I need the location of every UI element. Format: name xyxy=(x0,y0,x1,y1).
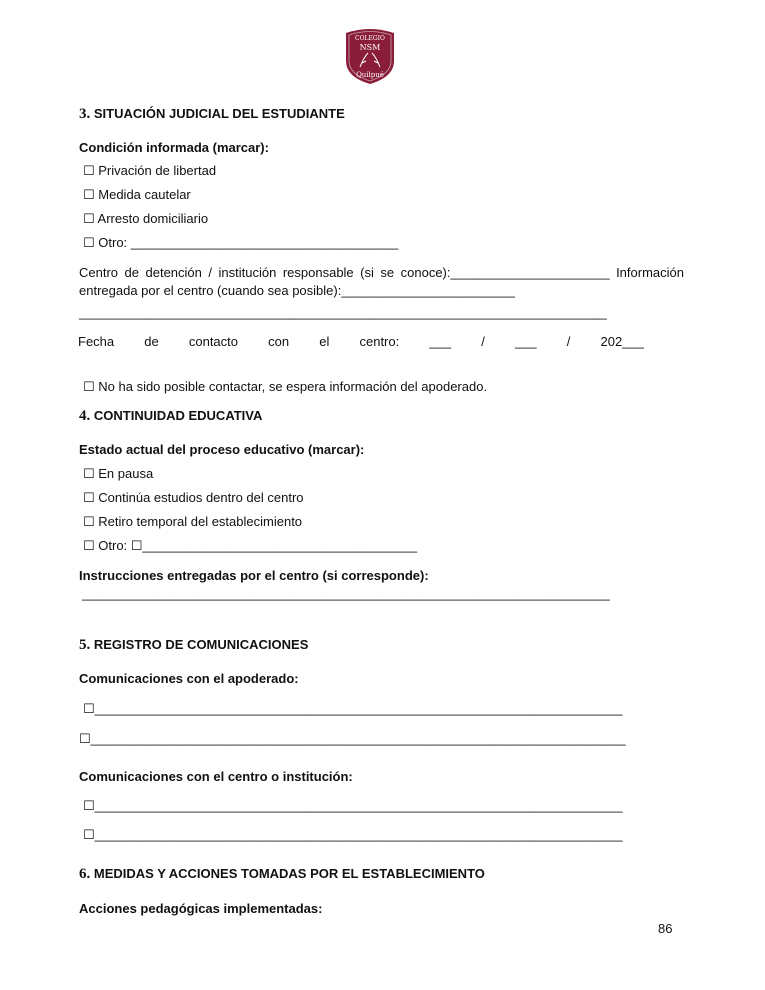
center-comm-line-1[interactable]: ☐_________________________________________________________________________ xyxy=(83,798,623,813)
fecha-slash-2: / xyxy=(566,334,571,349)
contact-date-row xyxy=(78,334,644,349)
fecha-word-5: el xyxy=(319,334,330,349)
fecha-word-6: centro: xyxy=(359,334,400,349)
guardian-label: Comunicaciones con el apoderado: xyxy=(79,671,299,686)
condition-label: Condición informada (marcar): xyxy=(79,140,269,155)
fecha-word-1: Fecha xyxy=(78,334,115,349)
logo-text-3: Quilpué xyxy=(356,71,384,79)
center-info-text: Centro de detención / institución responsable (si se conoce):______________________ Información entregada por el centro (cuando sea posible):________________________ xyxy=(79,265,684,298)
option-otro[interactable]: ☐ Otro: _____________________________________ xyxy=(83,235,399,250)
option-en-pausa[interactable]: ☐ En pausa xyxy=(83,466,154,481)
guardian-line-1[interactable]: ☐_________________________________________________________________________ xyxy=(83,701,623,716)
section-6-heading xyxy=(79,866,485,883)
status-label: Estado actual del proceso educativo (marcar): xyxy=(79,442,365,457)
option-retiro[interactable]: ☐ Retiro temporal del establecimiento xyxy=(83,514,303,529)
option-privacion[interactable]: ☐ Privación de libertad xyxy=(83,163,217,178)
guardian-line-2[interactable]: ☐__________________________________________________________________________ xyxy=(79,731,626,746)
section-4-heading xyxy=(79,408,262,425)
center-comm-label: Comunicaciones con el centro o institución: xyxy=(79,769,353,784)
actions-label: Acciones pedagógicas implementadas: xyxy=(79,901,323,916)
option-arresto[interactable]: ☐ Arresto domiciliario xyxy=(83,211,209,226)
page-number: 86 xyxy=(658,921,673,936)
fecha-word-4: con xyxy=(268,334,290,349)
section-5-heading xyxy=(79,637,308,654)
option-medida-cautelar[interactable]: ☐ Medida cautelar xyxy=(83,187,191,202)
fecha-slash-1: / xyxy=(481,334,485,349)
section-3-heading xyxy=(79,106,345,123)
logo-text-1: COLEGIO xyxy=(355,35,385,42)
section-3-title: SITUACIÓN JUDICIAL DEL ESTUDIANTE xyxy=(93,106,345,121)
fecha-word-3: contacto xyxy=(188,334,239,349)
center-comm-line-2[interactable]: ☐_________________________________________________________________________ xyxy=(83,827,623,842)
section-3-number: 3. xyxy=(79,106,91,122)
logo-text-2: NSM xyxy=(359,43,381,52)
fecha-month-blank[interactable]: ___ xyxy=(514,334,537,349)
section-5-number: 5. xyxy=(79,637,91,653)
section-5-title: REGISTRO DE COMUNICACIONES xyxy=(93,637,309,652)
fecha-day-blank[interactable]: ___ xyxy=(429,334,452,349)
fecha-year-blank[interactable]: 202___ xyxy=(600,334,644,349)
option-continua[interactable]: ☐ Continúa estudios dentro del centro xyxy=(83,490,304,505)
section-4-title: CONTINUIDAD EDUCATIVA xyxy=(93,408,263,423)
section-6-title: MEDIDAS Y ACCIONES TOMADAS POR EL ESTABLECIMIENTO xyxy=(93,866,485,881)
section-6-number: 6. xyxy=(79,866,91,882)
instructions-label: Instrucciones entregadas por el centro (si corresponde): xyxy=(79,568,429,583)
option-no-contact[interactable]: ☐ No ha sido posible contactar, se espera información del apoderado. xyxy=(83,379,488,394)
instructions-line: _________________________________________________________________________ xyxy=(82,586,610,601)
section-4-number: 4. xyxy=(79,408,91,424)
option-otro-2[interactable]: ☐ Otro: ☐______________________________________ xyxy=(83,538,418,553)
center-info-line: _________________________________________________________________________ xyxy=(79,305,607,320)
fecha-word-2: de xyxy=(144,334,159,349)
school-logo xyxy=(342,27,398,85)
